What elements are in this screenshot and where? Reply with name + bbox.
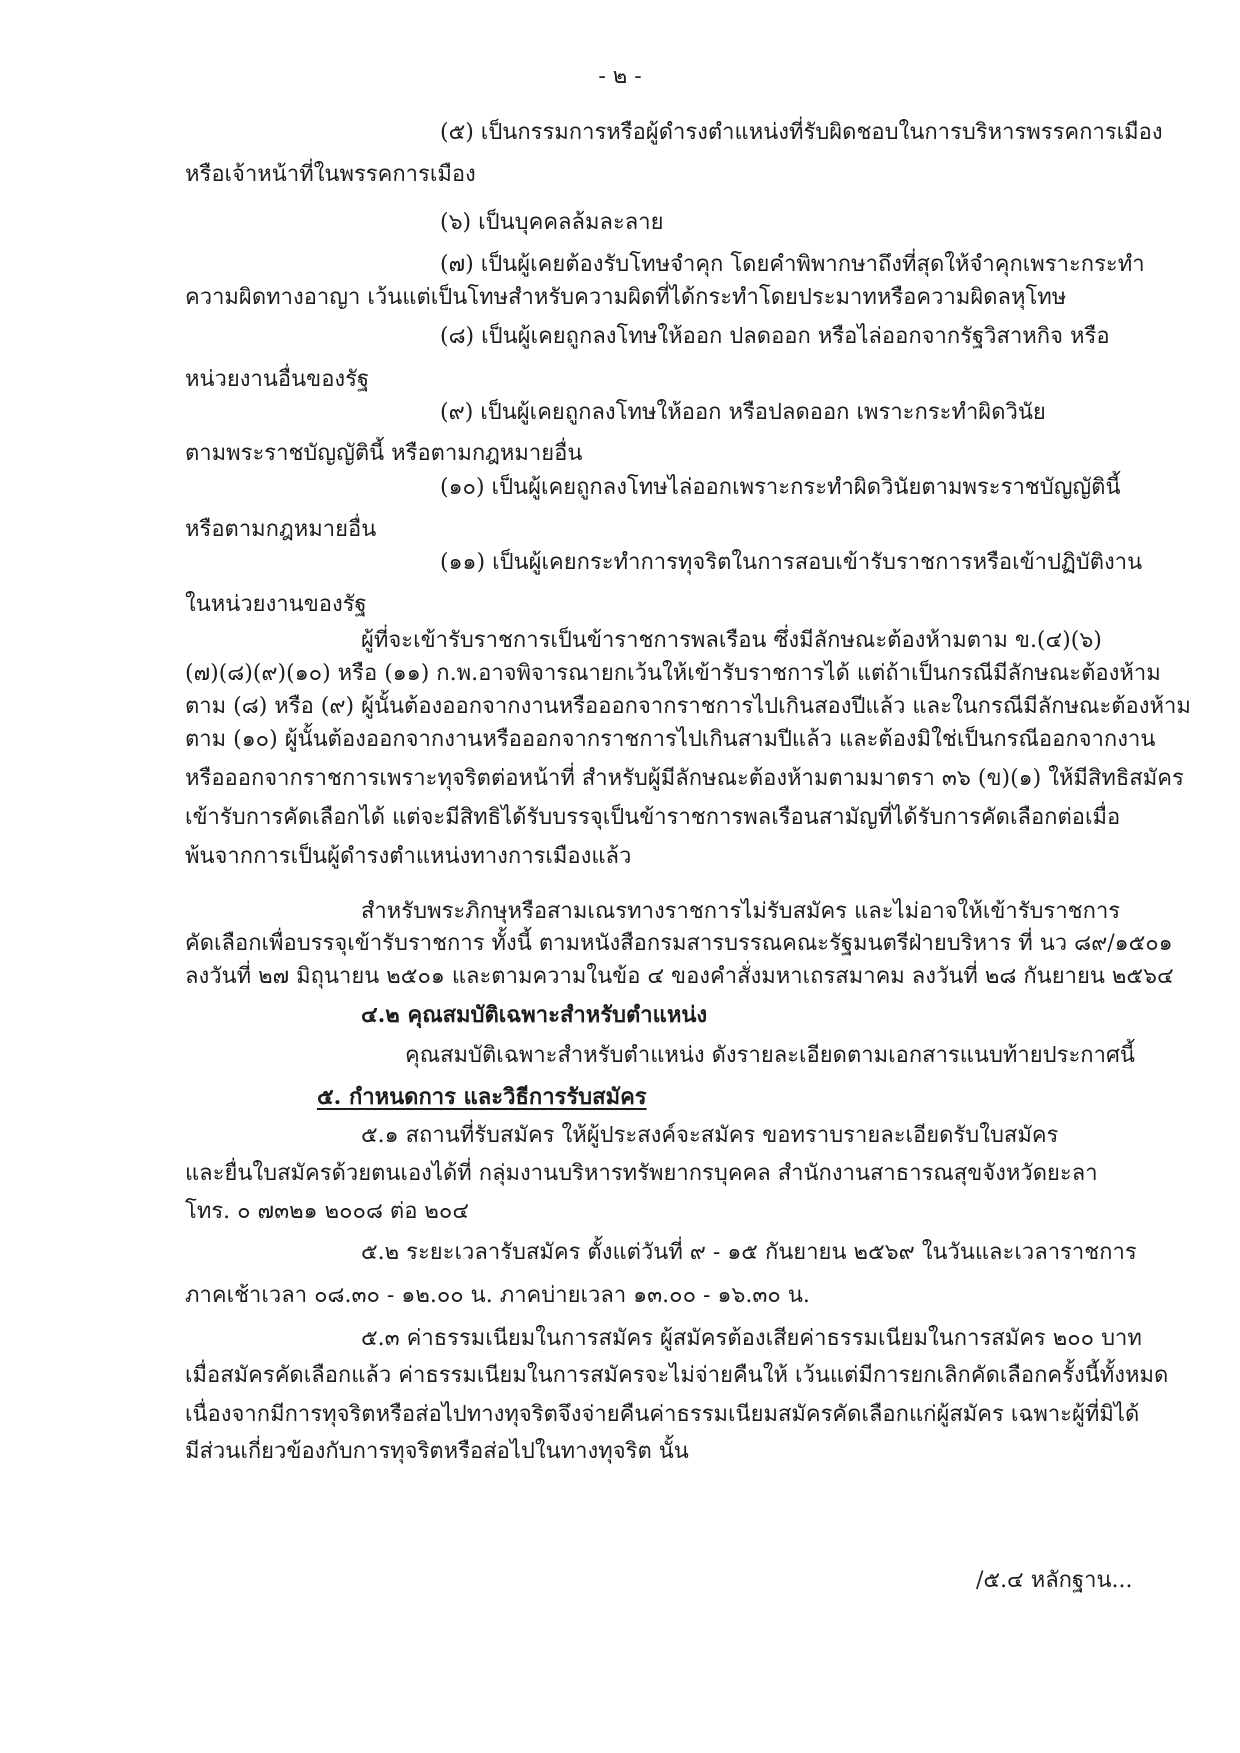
continuation-marker: /๕.๔ หลักฐาน... xyxy=(976,1568,1133,1593)
text-line: (๑๐) เป็นผู้เคยถูกลงโทษไล่ออกเพราะกระทำผิดวินัยตามพระราชบัญญัตินี้ xyxy=(440,475,1121,500)
text-line: ความผิดทางอาญา เว้นแต่เป็นโทษสำหรับความผิดที่ได้กระทำโดยประมาทหรือความผิดลหุโทษ xyxy=(185,285,1067,310)
text-line: ภาคเช้าเวลา ๐๘.๓๐ - ๑๒.๐๐ น. ภาคบ่ายเวลา ๑๓.๐๐ - ๑๖.๓๐ น. xyxy=(185,1283,810,1308)
text-line: หรือเจ้าหน้าที่ในพรรคการเมือง xyxy=(185,162,476,187)
section-heading-4-2: ๔.๒ คุณสมบัติเฉพาะสำหรับตำแหน่ง xyxy=(361,1002,708,1028)
text-line: ตาม (๘) หรือ (๙) ผู้นั้นต้องออกจากงานหรือออกจากราชการไปเกินสองปีแล้ว และในกรณีมีลักษณะต้องห้าม xyxy=(185,694,1191,719)
text-line: ๕.๓ ค่าธรรมเนียมในการสมัคร ผู้สมัครต้องเสียค่าธรรมเนียมในการสมัคร ๒๐๐ บาท xyxy=(361,1326,1142,1351)
text-line: ตาม (๑๐) ผู้นั้นต้องออกจากงานหรือออกจากราชการไปเกินสามปีแล้ว และต้องมิใช่เป็นกรณีออกจากงาน xyxy=(185,727,1156,752)
text-line: พ้นจากการเป็นผู้ดำรงตำแหน่งทางการเมืองแล้ว xyxy=(185,844,632,869)
text-line: (๗) เป็นผู้เคยต้องรับโทษจำคุก โดยคำพิพากษาถึงที่สุดให้จำคุกเพราะกระทำ xyxy=(440,252,1145,277)
text-line: หรือออกจากราชการเพราะทุจริตต่อหน้าที่ สำหรับผู้มีลักษณะต้องห้ามตามมาตรา ๓๖ (ข)(๑) ให้มีสิทธิสมัคร xyxy=(185,766,1184,791)
text-line: มีส่วนเกี่ยวข้องกับการทุจริตหรือส่อไปในทางทุจริต นั้น xyxy=(185,1439,689,1464)
text-line: (๗)(๘)(๙)(๑๐) หรือ (๑๑) ก.พ.อาจพิจารณายกเว้นให้เข้ารับราชการได้ แต่ถ้าเป็นกรณีมีลักษณะต้องห้าม xyxy=(185,661,1161,686)
text-line: โทร. ๐ ๗๓๒๑ ๒๐๐๘ ต่อ ๒๐๔ xyxy=(185,1199,469,1224)
section-heading-5: ๕. กำหนดการ และวิธีการรับสมัคร xyxy=(317,1084,647,1110)
text-line: เมื่อสมัครคัดเลือกแล้ว ค่าธรรมเนียมในการสมัครจะไม่จ่ายคืนให้ เว้นแต่มีการยกเลิกคัดเลือกครั้งนี้ทั้งหมด xyxy=(185,1363,1169,1388)
text-line: เนื่องจากมีการทุจริตหรือส่อไปทางทุจริตจึงจ่ายคืนค่าธรรมเนียมสมัครคัดเลือกแก่ผู้สมัคร เฉพาะผู้ที่มิได้ xyxy=(185,1402,1140,1427)
text-line: ตามพระราชบัญญัตินี้ หรือตามกฎหมายอื่น xyxy=(185,441,583,466)
text-line: (๙) เป็นผู้เคยถูกลงโทษให้ออก หรือปลดออก เพราะกระทำผิดวินัย xyxy=(440,400,1046,425)
text-line: เข้ารับการคัดเลือกได้ แต่จะมีสิทธิได้รับบรรจุเป็นข้าราชการพลเรือนสามัญที่ได้รับการคัดเลือกต่อเมื่อ xyxy=(185,805,1121,830)
text-line: (๕) เป็นกรรมการหรือผู้ดำรงตำแหน่งที่รับผิดชอบในการบริหารพรรคการเมือง xyxy=(440,120,1163,145)
text-line: และยื่นใบสมัครด้วยตนเองได้ที่ กลุ่มงานบริหารทรัพยากรบุคคล สำนักงานสาธารณสุขจังหวัดยะลา xyxy=(185,1161,1098,1186)
page-number: - ๒ - xyxy=(598,64,642,89)
text-line: สำหรับพระภิกษุหรือสามเณรทางราชการไม่รับสมัคร และไม่อาจให้เข้ารับราชการ xyxy=(361,899,1121,924)
text-line: คัดเลือกเพื่อบรรจุเข้ารับราชการ ทั้งนี้ ตามหนังสือกรมสารบรรณคณะรัฐมนตรีฝ่ายบริหาร ที่ นว ๘๙/๑๕๐๑ xyxy=(185,931,1173,956)
text-line: (๑๑) เป็นผู้เคยกระทำการทุจริตในการสอบเข้ารับราชการหรือเข้าปฏิบัติงาน xyxy=(440,550,1143,575)
text-line: ในหน่วยงานของรัฐ xyxy=(185,592,367,617)
text-line: ผู้ที่จะเข้ารับราชการเป็นข้าราชการพลเรือน ซึ่งมีลักษณะต้องห้ามตาม ข.(๔)(๖) xyxy=(361,628,1102,653)
text-line: ๕.๒ ระยะเวลารับสมัคร ตั้งแต่วันที่ ๙ - ๑๕ กันยายน ๒๕๖๙ ในวันและเวลาราชการ xyxy=(361,1240,1137,1265)
text-line: หน่วยงานอื่นของรัฐ xyxy=(185,367,370,392)
text-line: หรือตามกฎหมายอื่น xyxy=(185,517,377,542)
text-line: คุณสมบัติเฉพาะสำหรับตำแหน่ง ดังรายละเอียดตามเอกสารแนบท้ายประกาศนี้ xyxy=(405,1043,1135,1068)
text-line: (๘) เป็นผู้เคยถูกลงโทษให้ออก ปลดออก หรือไล่ออกจากรัฐวิสาหกิจ หรือ xyxy=(440,324,1110,349)
text-line: ๕.๑ สถานที่รับสมัคร ให้ผู้ประสงค์จะสมัคร ขอทราบรายละเอียดรับใบสมัคร xyxy=(361,1123,1059,1148)
text-line: ลงวันที่ ๒๗ มิถุนายน ๒๕๐๑ และตามความในข้อ ๔ ของคำสั่งมหาเถรสมาคม ลงวันที่ ๒๘ กันยายน ๒๕๖๔ xyxy=(185,964,1174,989)
text-line: (๖) เป็นบุคคลล้มละลาย xyxy=(440,210,664,235)
